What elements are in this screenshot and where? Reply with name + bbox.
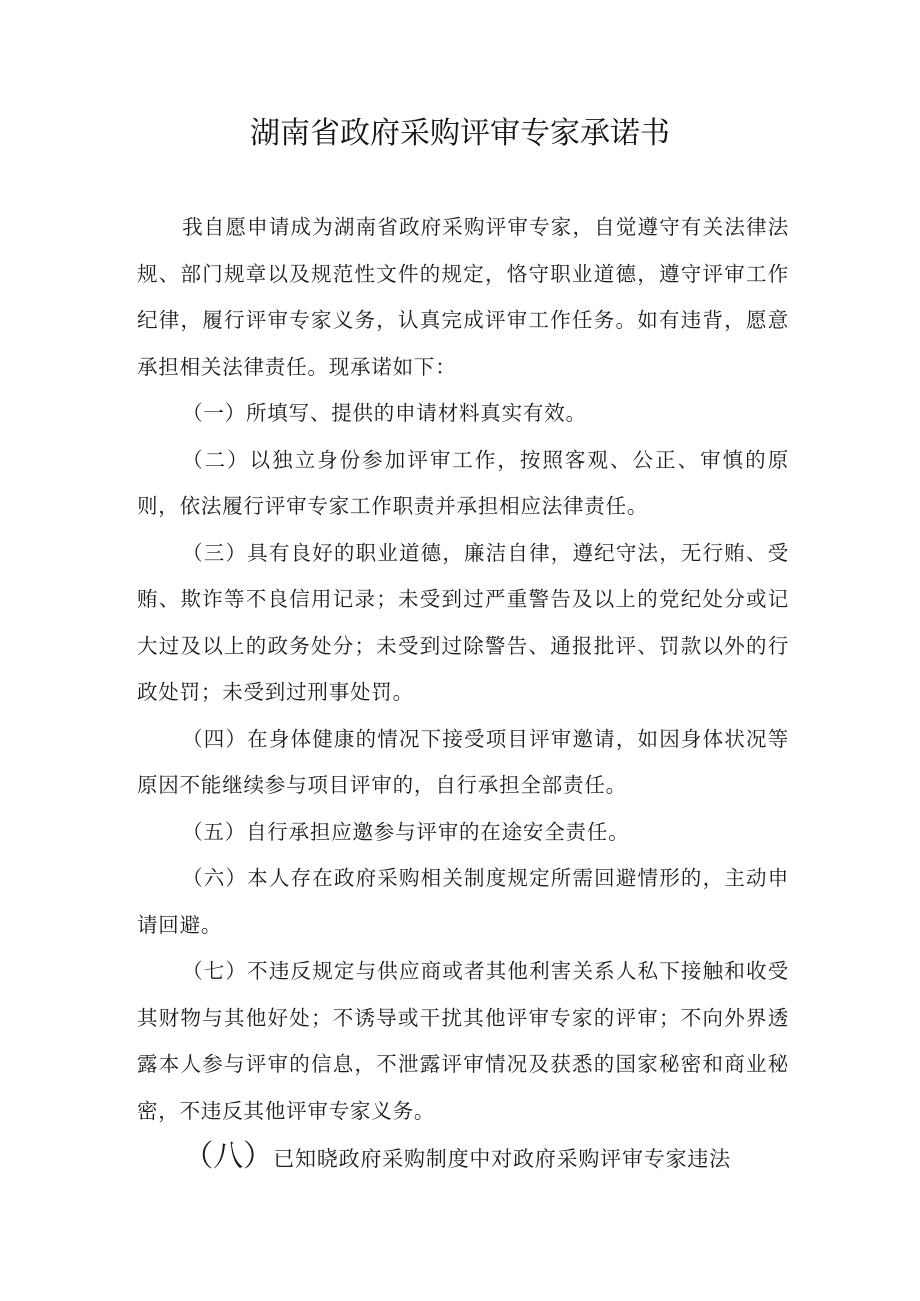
commitment-item-8-text: 已知晓政府采购制度中对政府采购评审专家违法	[273, 1147, 731, 1171]
document-title: 湖南省政府采购评审专家承诺书	[250, 116, 670, 151]
commitment-item-8	[137, 1134, 789, 1183]
commitment-item-5: （五）自行承担应邀参与评审的在途安全责任。	[182, 819, 630, 844]
commitment-item-7: （七）不违反规定与供应商或者其他利害关系人私下接触和收受其财物与其他好处；不诱导或干扰其他评审专家的评审；不向外界透露本人参与评审的信息，不泄露评审情况及获悉的国家秘密和商业秘密，不违反其他评审专家义务。	[137, 959, 789, 1123]
commitment-item-4: （四）在身体健康的情况下接受项目评审邀请，如因身体状况等原因不能继续参与项目评审的，自行承担全部责任。	[137, 726, 789, 797]
commitment-item-2: （二）以独立身份参加评审工作，按照客观、公正、审慎的原则，依法履行评审专家工作职责并承担相应法律责任。	[137, 447, 789, 518]
commitment-item-1: （一）所填写、提供的申请材料真实有效。	[182, 401, 587, 425]
commitment-item-8-label: （八）	[183, 1139, 274, 1174]
commitment-item-3: （三）具有良好的职业道德，廉洁自律，遵纪守法，无行贿、受贿、欺诈等不良信用记录；未受到过严重警告及以上的党纪处分或记大过及以上的政务处分；未受到过除警告、通报批评、罚款以外的行政处罚；未受到过刑事处罚。	[137, 540, 789, 704]
document-body	[137, 204, 789, 1183]
intro-paragraph: 我自愿申请成为湖南省政府采购评审专家，自觉遵守有关法律法规、部门规章以及规范性文件的规定，恪守职业道德，遵守评审工作纪律，履行评审专家义务，认真完成评审工作任务。如有违背，愿意承担相关法律责任。现承诺如下：	[137, 215, 789, 379]
commitment-item-6: （六）本人存在政府采购相关制度规定所需回避情形的，主动申请回避。	[137, 866, 789, 937]
